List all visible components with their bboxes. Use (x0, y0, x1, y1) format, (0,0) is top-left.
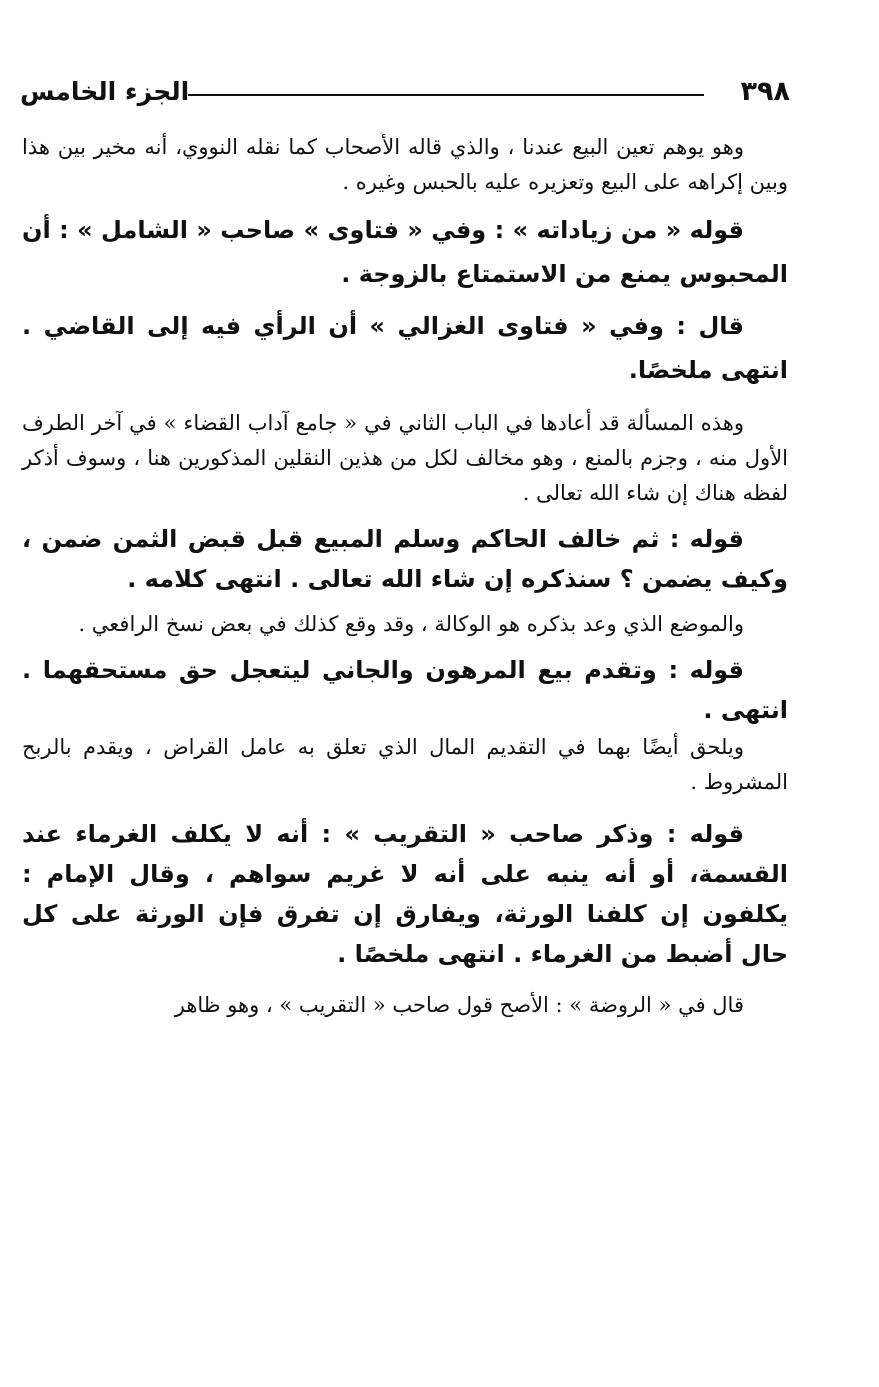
running-title: الجزء الخامس (20, 77, 190, 106)
paragraph: قال في « الروضة » : الأصح قول صاحب « التقريب » ، وهو ظاهر (174, 993, 744, 1017)
quoted-paragraph: قوله : ثم خالف الحاكم وسلم المبيع قبل قبض الثمن ضمن ، وكيف يضمن ؟ سنذكره إن شاء الله تعالى . انتهى كلامه . (22, 525, 788, 593)
page-body (22, 130, 788, 1023)
paragraph: وهو يوهم تعين البيع عندنا ، والذي قاله الأصحاب كما نقله النووي، أنه مخير بين هذا وبين إكراهه على البيع وتعزيره عليه بالحبس وغيره . (22, 135, 788, 194)
quoted-paragraph: قوله « من زياداته » : وفي « فتاوى » صاحب « الشامل » : أن المحبوس يمنع من الاستمتاع بالزوجة . (22, 216, 788, 288)
page-number: ٣٩٨ (740, 76, 790, 107)
paragraph: ويلحق أيضًا بهما في التقديم المال الذي تعلق به عامل القراض ، ويقدم بالربح المشروط . (22, 735, 788, 794)
quoted-paragraph: قوله : وذكر صاحب « التقريب » : أنه لا يكلف الغرماء عند القسمة، أو أنه ينبه على أنه لا غريم سواهم ، وقال الإمام : يكلفون إن كلفنا الورثة، ويفارق إن تفرق فإن الورثة على كل حال أضبط من الغرماء . انتهى ملخصًا . (22, 820, 788, 968)
paragraph: وهذه المسألة قد أعادها في الباب الثاني في « جامع آداب القضاء » في آخر الطرف الأول منه ، وجزم بالمنع ، وهو مخالف لكل من هذين النقلين المذكورين هنا ، وسوف أذكر لفظه هناك إن شاء الله تعالى . (22, 411, 788, 505)
header-rule (188, 94, 704, 96)
paragraph: والموضع الذي وعد بذكره هو الوكالة ، وقد وقع كذلك في بعض نسخ الرافعي . (78, 612, 744, 636)
page-header (20, 68, 790, 118)
quoted-paragraph: قال : وفي « فتاوى الغزالي » أن الرأي فيه إلى القاضي . انتهى ملخصًا. (22, 312, 788, 384)
quoted-paragraph: قوله : وتقدم بيع المرهون والجاني ليتعجل حق مستحقهما . انتهى . (22, 656, 788, 724)
